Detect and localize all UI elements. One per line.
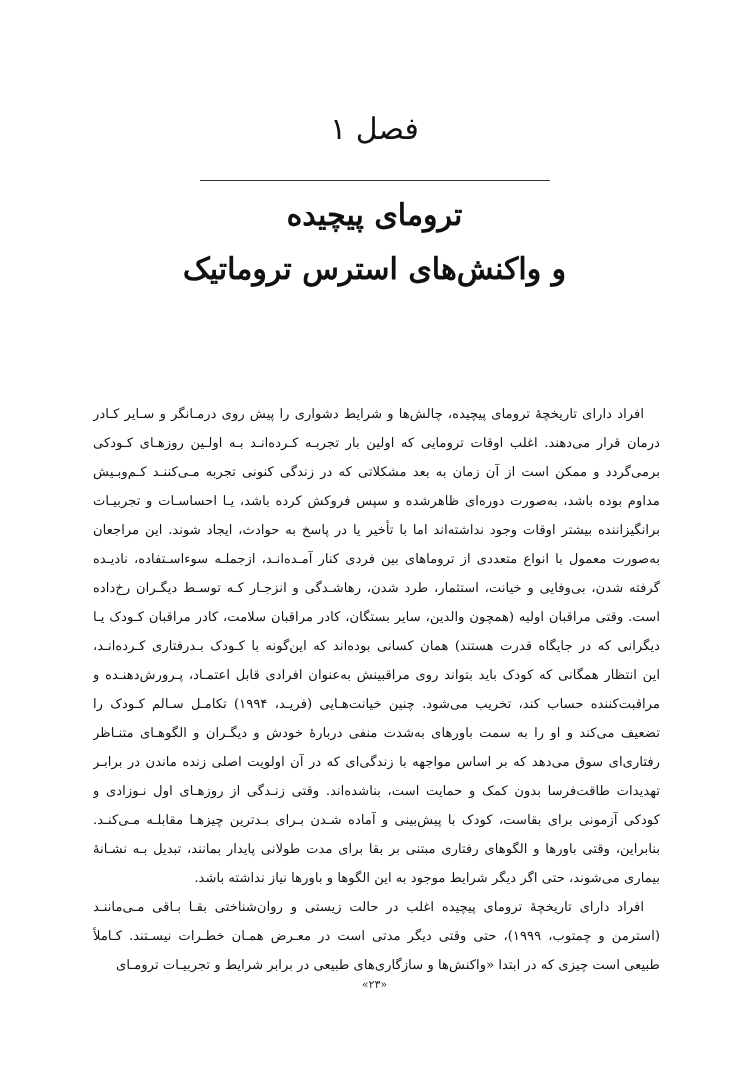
paragraph-line: برمی‌گردد و ممکن است از آن زمان به بعد مشکلاتی که در زندگی کنونی تجربه مـی‌کننـد کـم‌وبـیش — [93, 465, 660, 480]
paragraph-line: (استرمن و چمتوب، ۱۹۹۹)، حتی وقتی دیگر مدتی است در معـرض همـان خطـرات نیسـتند. کـاملاً — [93, 929, 660, 944]
title-divider — [200, 180, 550, 181]
page-number: «۲۳» — [361, 978, 388, 991]
body-text — [93, 400, 660, 980]
paragraph-line: دیگرانی که در جایگاه قدرت هستند) همان کسانی بوده‌اند که این‌گونه با کـودک بـدرفتاری کـرده‌انـد، — [93, 639, 660, 654]
paragraph-line: به‌صورت معمول با انواع متعددی از تروماهای بین فردی کنار آمـده‌انـد، ازجملـه سوءاسـتفاده، نادیـده — [93, 552, 660, 567]
paragraph-line: گرفته شدن، بی‌وفایی و خیانت، استثمار، طرد شدن، رهاشـدگی و انزجـار کـه توسـط دیگـران رخ‌داده — [93, 581, 660, 596]
paragraph-line: افراد دارای تاریخچهٔ ترومای پیچیده، چالش‌ها و شرایط دشواری را پیش روی درمـانگر و سـایر کـادر — [93, 407, 644, 422]
chapter-title-line-1: ترومای پیچیده — [286, 198, 463, 233]
paragraph-line: است. وقتی مراقبان اولیه (همچون والدین، سایر بستگان، کادر مراقبان سلامت، کادر مراقبان کـودک یـا — [93, 610, 660, 625]
paragraph-line: تضعیف می‌کند و او را به سمت باورهای به‌شدت منفی دربارهٔ خودش و دیگـران و الگوهـای متنـاظر — [93, 726, 660, 741]
paragraph-line: بنابراین، وقتی باورها و الگوهای رفتاری مبتنی بر بقا برای مدت طولانی پایدار بمانند، تبدیل بـه نشـانهٔ — [93, 842, 660, 857]
paragraph-line: طبیعی است چیزی که در ابتدا «واکنش‌ها و سازگاری‌های طبیعی در برابر شرایط و تجربیـات ترومـای — [116, 958, 660, 973]
paragraph-line: درمان قرار می‌دهند. اغلب اوقات ترومایی که اولین بار تجربـه کـرده‌انـد بـه اولـین روزهـای کـودکی — [93, 436, 660, 451]
paragraph-line: مداوم بوده باشد، به‌صورت دوره‌ای ظاهرشده و سپس فروکش کرده باشد، یـا احساسـات و تجربیـات — [93, 494, 660, 509]
paragraph-line: این انتظار همگانی که کودک باید بتواند روی مراقبینش به‌عنوان افرادی قابل اعتمـاد، پـرورش‌دهنـده و — [93, 668, 660, 683]
paragraph-line: رفتاری‌ای سوق می‌دهد که بر اساس مواجهه با زندگی‌ای که در آن اولویت اصلی زنده ماندن در برابـر — [93, 755, 660, 770]
chapter-title-line-2: و واکنش‌های استرس تروماتیک — [182, 252, 567, 287]
paragraph-line: کودکی آزمونی برای بقاست، کودک با پیش‌بینی و آماده شـدن بـرای بـدترین چیزهـا مقابلـه مـی‌کنـد. — [93, 813, 660, 828]
paragraph-line: افراد دارای تاریخچهٔ ترومای پیچیده اغلب در حالت زیستی و روان‌شناختی بقـا بـاقی مـی‌ماننـد — [93, 900, 644, 915]
paragraph-line: بیماری می‌شوند، حتی اگر دیگر شرایط موجود به این الگوها و باورها نیاز نداشته باشد. — [194, 871, 660, 886]
paragraph-line: مراقبت‌کننده حساب کند، تخریب می‌شود. چنین خیانت‌هـایی (فریـد، ۱۹۹۴) تکامـل سـالم کـودک را — [93, 697, 660, 712]
paragraph-line: برانگیزاننده بیشتر اوقات وجود نداشته‌اند اما با تأخیر یا در پاسخ به حوادث، ایجاد شوند. این مراجعان — [93, 523, 660, 538]
chapter-label: فصل ۱ — [330, 112, 419, 147]
paragraph-line: تهدیدات طاقت‌فرسا بدون کمک و حمایت است، بناشده‌اند. وقتی زنـدگی از روزهـای اول نـوزادی و — [93, 784, 660, 799]
